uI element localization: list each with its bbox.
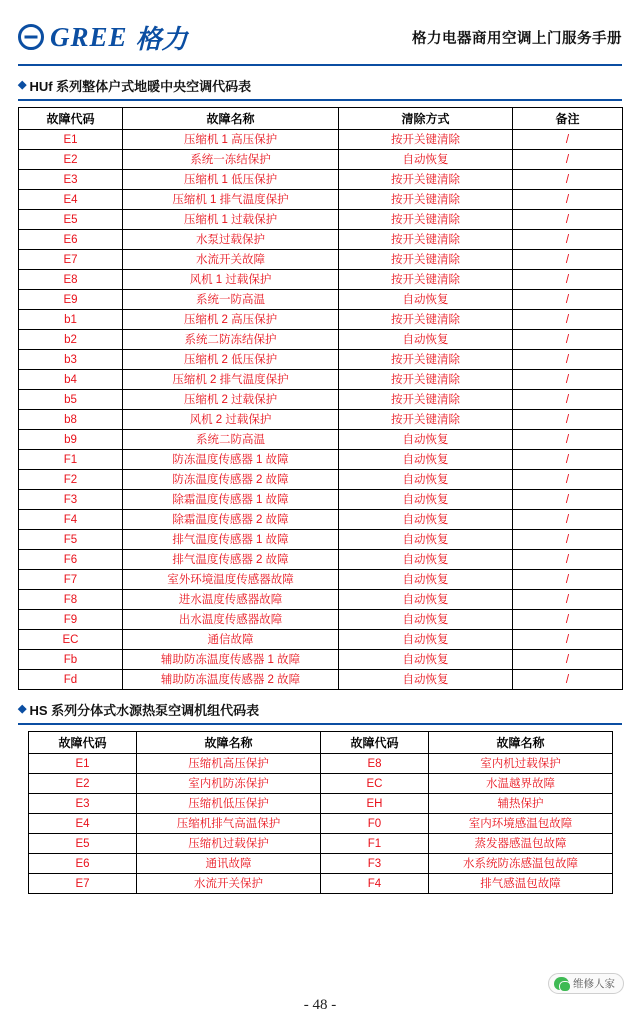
table-cell: 系统二防冻结保护 xyxy=(123,330,339,350)
table-cell: F0 xyxy=(321,814,429,834)
table-row xyxy=(19,670,623,690)
table-cell: 压缩机 1 低压保护 xyxy=(123,170,339,190)
table-cell: 辅助防冻温度传感器 1 故障 xyxy=(123,650,339,670)
table-row xyxy=(19,610,623,630)
table-cell: / xyxy=(513,370,623,390)
table-cell: / xyxy=(513,130,623,150)
table-cell: F1 xyxy=(321,834,429,854)
table-cell: b4 xyxy=(19,370,123,390)
table-cell: 自动恢复 xyxy=(339,550,513,570)
page-number: - 48 - xyxy=(303,997,337,1013)
table-cell: 出水温度传感器故障 xyxy=(123,610,339,630)
table-cell: Fd xyxy=(19,670,123,690)
table-cell: F3 xyxy=(19,490,123,510)
table-cell: 按开关键清除 xyxy=(339,130,513,150)
table-cell: / xyxy=(513,590,623,610)
table-cell: E2 xyxy=(29,774,137,794)
table-cell: 风机 1 过载保护 xyxy=(123,270,339,290)
table-cell: 压缩机 2 高压保护 xyxy=(123,310,339,330)
table-row xyxy=(19,590,623,610)
table-row xyxy=(19,330,623,350)
table-cell: / xyxy=(513,650,623,670)
table-cell: / xyxy=(513,350,623,370)
column-header: 故障代码 xyxy=(321,732,429,754)
table-cell: 按开关键清除 xyxy=(339,190,513,210)
table-cell: 水泵过载保护 xyxy=(123,230,339,250)
table-row xyxy=(19,510,623,530)
table-cell: 辅助防冻温度传感器 2 故障 xyxy=(123,670,339,690)
table-row xyxy=(19,350,623,370)
table-cell: 按开关键清除 xyxy=(339,230,513,250)
table-cell: 通信故障 xyxy=(123,630,339,650)
table-cell: F7 xyxy=(19,570,123,590)
table-row xyxy=(19,290,623,310)
table-row xyxy=(19,230,623,250)
header-divider xyxy=(18,64,622,66)
manual-title: 格力电器商用空调上门服务手册 xyxy=(412,30,622,47)
table-cell: E6 xyxy=(19,230,123,250)
table-cell: 辅热保护 xyxy=(429,794,613,814)
table-cell: E5 xyxy=(19,210,123,230)
table-cell: / xyxy=(513,230,623,250)
table-cell: 除霜温度传感器 2 故障 xyxy=(123,510,339,530)
table-cell: / xyxy=(513,550,623,570)
page-footer xyxy=(0,972,640,1020)
table-row xyxy=(29,794,613,814)
table-cell: / xyxy=(513,150,623,170)
table-cell: 自动恢复 xyxy=(339,150,513,170)
section-heading-1 xyxy=(18,76,622,95)
table-cell: 系统二防高温 xyxy=(123,430,339,450)
table-cell: / xyxy=(513,610,623,630)
table-cell: E3 xyxy=(29,794,137,814)
column-header: 清除方式 xyxy=(339,108,513,130)
table-cell: EC xyxy=(19,630,123,650)
table-cell: / xyxy=(513,250,623,270)
column-header: 故障代码 xyxy=(19,108,123,130)
table-cell: / xyxy=(513,630,623,650)
table-cell: / xyxy=(513,570,623,590)
table-cell: 按开关键清除 xyxy=(339,310,513,330)
table-cell: 压缩机 1 高压保护 xyxy=(123,130,339,150)
table-cell: E4 xyxy=(29,814,137,834)
table-cell: 自动恢复 xyxy=(339,590,513,610)
table-cell: 水流开关保护 xyxy=(137,874,321,894)
column-header: 故障名称 xyxy=(137,732,321,754)
table-cell: 排气温度传感器 2 故障 xyxy=(123,550,339,570)
table-cell: F9 xyxy=(19,610,123,630)
section-title-2: HS 系列分体式水源热泵空调机组代码表 xyxy=(29,703,260,718)
table-cell: / xyxy=(513,470,623,490)
table-cell: E2 xyxy=(19,150,123,170)
table-cell: 防冻温度传感器 1 故障 xyxy=(123,450,339,470)
table-cell: 压缩机低压保护 xyxy=(137,794,321,814)
table-cell: 排气温度传感器 1 故障 xyxy=(123,530,339,550)
table-cell: 自动恢复 xyxy=(339,430,513,450)
table-cell: F5 xyxy=(19,530,123,550)
table-cell: EC xyxy=(321,774,429,794)
table-cell: 压缩机排气高温保护 xyxy=(137,814,321,834)
table-row xyxy=(19,650,623,670)
table-cell: EH xyxy=(321,794,429,814)
table-cell: 室内机过载保护 xyxy=(429,754,613,774)
table-cell: 防冻温度传感器 2 故障 xyxy=(123,470,339,490)
table-row xyxy=(19,630,623,650)
table-row xyxy=(19,550,623,570)
diamond-bullet-icon: ◆ xyxy=(18,703,27,715)
table-row xyxy=(19,430,623,450)
table-row xyxy=(29,814,613,834)
section-underline-2 xyxy=(18,723,622,725)
table-cell: 自动恢复 xyxy=(339,610,513,630)
table-cell: 室内环境感温包故障 xyxy=(429,814,613,834)
table-row xyxy=(19,530,623,550)
table-cell: E4 xyxy=(19,190,123,210)
table-cell: E9 xyxy=(19,290,123,310)
table-cell: / xyxy=(513,390,623,410)
table-row xyxy=(19,190,623,210)
table-cell: 风机 2 过载保护 xyxy=(123,410,339,430)
table-cell: 自动恢复 xyxy=(339,470,513,490)
table-cell: / xyxy=(513,310,623,330)
brand-name-cn: 格力 xyxy=(135,23,188,54)
brand-logo xyxy=(18,19,188,56)
fault-code-table-huf xyxy=(18,107,623,690)
table-cell: / xyxy=(513,410,623,430)
table-cell: E8 xyxy=(321,754,429,774)
table-cell: 按开关键清除 xyxy=(339,270,513,290)
table-cell: 自动恢复 xyxy=(339,630,513,650)
table-cell: 排气感温包故障 xyxy=(429,874,613,894)
table-cell: / xyxy=(513,270,623,290)
table-cell: / xyxy=(513,490,623,510)
table-cell: 压缩机 2 过载保护 xyxy=(123,390,339,410)
wechat-icon xyxy=(554,977,569,990)
table-cell: 自动恢复 xyxy=(339,650,513,670)
table-row xyxy=(19,470,623,490)
table-cell: 室内机防冻保护 xyxy=(137,774,321,794)
table-cell: F4 xyxy=(19,510,123,530)
column-header: 备注 xyxy=(513,108,623,130)
table-cell: 自动恢复 xyxy=(339,330,513,350)
section-heading-2 xyxy=(18,700,622,719)
table-cell: b2 xyxy=(19,330,123,350)
table-cell: b1 xyxy=(19,310,123,330)
table-cell: F2 xyxy=(19,470,123,490)
table-cell: E1 xyxy=(19,130,123,150)
table-cell: F6 xyxy=(19,550,123,570)
section-underline-1 xyxy=(18,99,622,101)
fault-code-table-hs xyxy=(28,731,613,894)
table-cell: E7 xyxy=(29,874,137,894)
table-row xyxy=(19,450,623,470)
table-cell: 按开关键清除 xyxy=(339,390,513,410)
table-cell: E8 xyxy=(19,270,123,290)
gree-logo-icon xyxy=(18,24,44,50)
table-row xyxy=(29,774,613,794)
table-row xyxy=(19,570,623,590)
table-cell: 自动恢复 xyxy=(339,530,513,550)
table-cell: F1 xyxy=(19,450,123,470)
table-cell: F8 xyxy=(19,590,123,610)
column-header: 故障代码 xyxy=(29,732,137,754)
table-cell: 按开关键清除 xyxy=(339,210,513,230)
table-cell: 系统一防高温 xyxy=(123,290,339,310)
table-cell: 压缩机高压保护 xyxy=(137,754,321,774)
table-cell: 蒸发器感温包故障 xyxy=(429,834,613,854)
table-cell: / xyxy=(513,530,623,550)
table-cell: 按开关键清除 xyxy=(339,170,513,190)
table-cell: Fb xyxy=(19,650,123,670)
table-row xyxy=(19,210,623,230)
wechat-label: 维修人家 xyxy=(573,978,615,990)
table-row xyxy=(19,150,623,170)
table-cell: b9 xyxy=(19,430,123,450)
table-cell: 室外环境温度传感器故障 xyxy=(123,570,339,590)
table-cell: 水温越界故障 xyxy=(429,774,613,794)
table-cell: 压缩机 2 低压保护 xyxy=(123,350,339,370)
table-cell: E7 xyxy=(19,250,123,270)
page-header xyxy=(18,10,622,64)
table-row xyxy=(19,370,623,390)
table-row xyxy=(29,834,613,854)
table-cell: F4 xyxy=(321,874,429,894)
table-header-row xyxy=(19,108,623,130)
table-row xyxy=(19,390,623,410)
table-cell: 按开关键清除 xyxy=(339,250,513,270)
table-cell: b5 xyxy=(19,390,123,410)
table-cell: 自动恢复 xyxy=(339,510,513,530)
table-cell: / xyxy=(513,510,623,530)
table-cell: 水流开关故障 xyxy=(123,250,339,270)
table-cell: 压缩机 1 过载保护 xyxy=(123,210,339,230)
table-cell: 压缩机 1 排气温度保护 xyxy=(123,190,339,210)
table-cell: / xyxy=(513,330,623,350)
table-cell: 按开关键清除 xyxy=(339,410,513,430)
table-row xyxy=(19,170,623,190)
table-row xyxy=(19,130,623,150)
table-cell: 通讯故障 xyxy=(137,854,321,874)
table-cell: E3 xyxy=(19,170,123,190)
table-cell: 自动恢复 xyxy=(339,290,513,310)
table-row xyxy=(29,754,613,774)
table-row xyxy=(19,250,623,270)
table-cell: F3 xyxy=(321,854,429,874)
table-row xyxy=(19,270,623,290)
table-cell: 自动恢复 xyxy=(339,490,513,510)
table-cell: b8 xyxy=(19,410,123,430)
table-row xyxy=(29,854,613,874)
table-row xyxy=(19,490,623,510)
diamond-bullet-icon: ◆ xyxy=(18,79,27,91)
table-cell: b3 xyxy=(19,350,123,370)
table-row xyxy=(19,410,623,430)
table-cell: / xyxy=(513,170,623,190)
table-cell: E6 xyxy=(29,854,137,874)
table-cell: 自动恢复 xyxy=(339,570,513,590)
table-cell: / xyxy=(513,210,623,230)
table-cell: 按开关键清除 xyxy=(339,350,513,370)
section-title-1: HUf 系列整体户式地暖中央空调代码表 xyxy=(29,79,252,94)
table-cell: / xyxy=(513,450,623,470)
table-cell: 按开关键清除 xyxy=(339,370,513,390)
table-cell: / xyxy=(513,290,623,310)
table-cell: 压缩机过载保护 xyxy=(137,834,321,854)
table-row xyxy=(29,874,613,894)
wechat-badge xyxy=(548,973,624,994)
column-header: 故障名称 xyxy=(123,108,339,130)
table-cell: / xyxy=(513,430,623,450)
table-cell: 进水温度传感器故障 xyxy=(123,590,339,610)
table-cell: / xyxy=(513,190,623,210)
table-cell: 除霜温度传感器 1 故障 xyxy=(123,490,339,510)
table-cell: 压缩机 2 排气温度保护 xyxy=(123,370,339,390)
table-header-row xyxy=(29,732,613,754)
brand-name: GREE xyxy=(50,21,128,52)
table-row xyxy=(19,310,623,330)
table-cell: / xyxy=(513,670,623,690)
column-header: 故障名称 xyxy=(429,732,613,754)
table-cell: E1 xyxy=(29,754,137,774)
table-cell: 自动恢复 xyxy=(339,450,513,470)
table-cell: 系统一冻结保护 xyxy=(123,150,339,170)
table-cell: 水系统防冻感温包故障 xyxy=(429,854,613,874)
table-cell: 自动恢复 xyxy=(339,670,513,690)
table-cell: E5 xyxy=(29,834,137,854)
